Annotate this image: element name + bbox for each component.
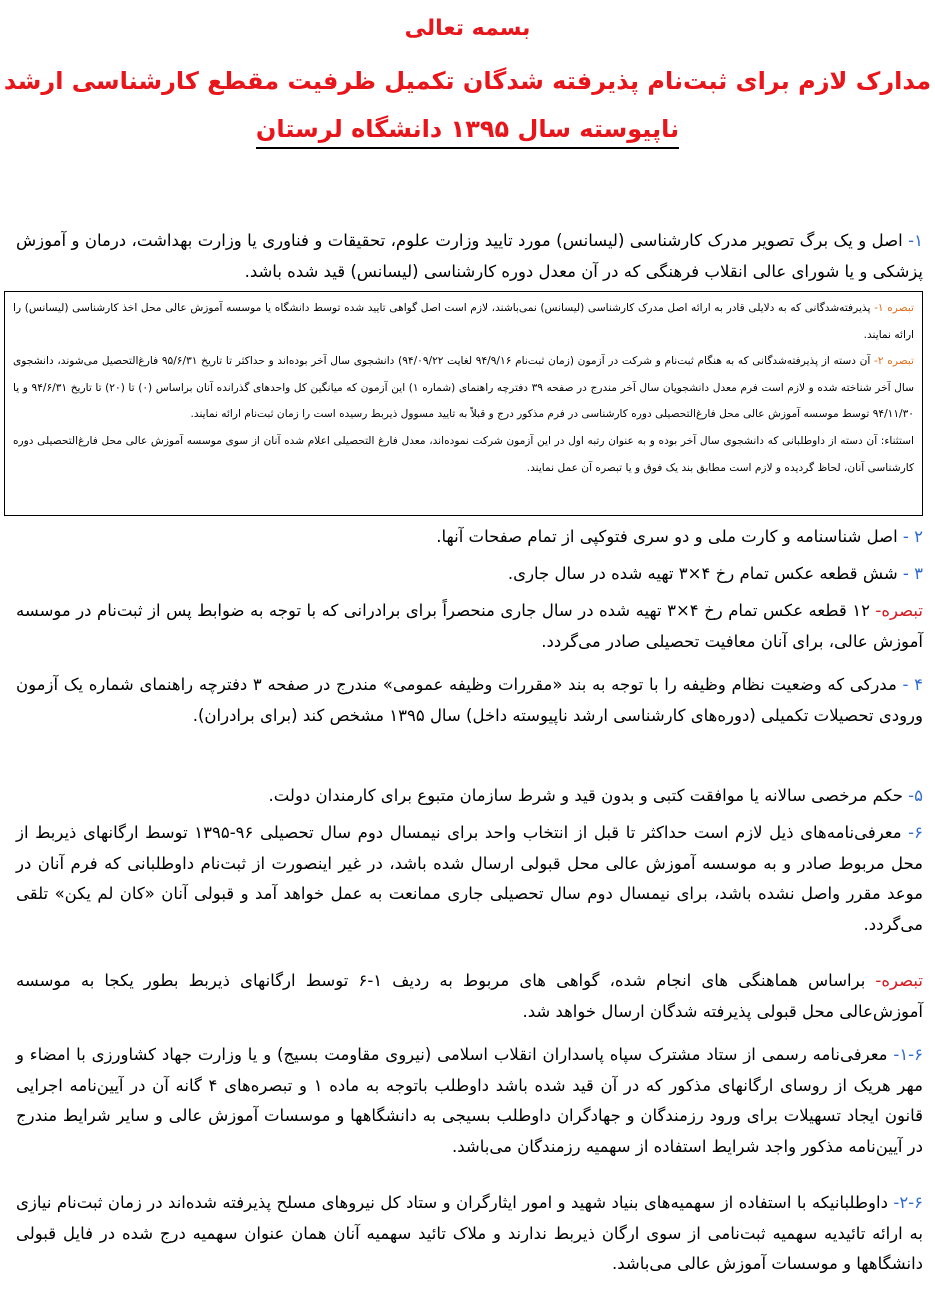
note-4-text: براساس هماهنگی های انجام شده، گواهی های مربوط به ردیف ۱-۶ توسط ارگانهای ذیربط بطور یکجا به موسسه آموزش‌عالی محل قبولی پذیرفته شدگان ارسال خواهد شد. <box>16 971 923 1021</box>
item-2-number: ۲ - <box>902 527 923 546</box>
doc-basmala: بسمه تعالی <box>404 16 531 41</box>
note-1-label: تبصره ۱- <box>874 302 914 314</box>
note-1 <box>13 295 914 348</box>
exception-note: استثناء: آن دسته از داوطلبانی که دانشجوی سال آخر بوده و به عنوان رتبه اول در این آزمون شرکت نموده‌اند، معدل فارغ التحصیلی اعلام شده آنان از سوی موسسه آموزش عالی محل فارغ‌التحصیلی دوره کارشناسی آنان، لحاظ گردیده و لازم است مطابق بند یک فوق و یا تبصره آن عمل نمایند. <box>13 434 914 474</box>
item-6-2-number: ۲-۶- <box>893 1193 923 1212</box>
item-6-1 <box>16 1040 923 1162</box>
item-4-text: مدرکی که وضعیت نظام وظیفه را با توجه به بند «مقررات وظیفه عمومی» مندرج در صفحه ۳ دفترچه راهنمای شماره یک آزمون ورودی تحصیلات تکمیلی (دوره‌های کارشناسی ارشد ناپیوسته داخل) سال ۱۳۹۵ مشخص کند (برای برادران). <box>16 675 923 725</box>
item-2-text: اصل شناسنامه و کارت ملی و دو سری فتوکپی از تمام صفحات آنها. <box>436 527 903 546</box>
notes-box <box>4 291 923 516</box>
item-3-text: شش قطعه عکس تمام رخ ۴×۳ تهیه شده در سال جاری. <box>507 564 903 583</box>
item-3 <box>16 559 923 590</box>
note-2-text: آن دسته از پذیرفته‌شدگانی که به هنگام ثبت‌نام و شرکت در آزمون (زمان ثبت‌نام ۹۴/۹/۱۶ لغایت ۹۴/۰۹/۲۲) دانشجوی سال آخر بوده‌اند و حداکثر تا تاریخ ۹۵/۶/۳۱ فارغ‌التحصیل می‌شوند، دانشجوی سال آخر شناخته شده و لازم است فرم معدل دانشجویان سال آخر مندرج در صفحه ۳۹ دفترچه راهنمای (شماره ۱) این آزمون که میانگین کل واحدهای گذرانده آنان براساس (۰) تا (۲۰) تا تاریخ ۹۴/۶/۳۱ و یا ۹۴/۱۱/۳۰ توسط موسسه آموزش عالی محل فارغ‌التحصیلی دوره کارشناسی در فرم مذکور درج و قبلاً به تایید مسوول ذیربط رسیده است را زمان ثبت‌نام ارائه نمایند. <box>13 355 914 421</box>
item-6-2 <box>16 1188 923 1280</box>
item-1-number: ۱- <box>908 231 923 250</box>
item-6-text: معرفی‌نامه‌های ذیل لازم است حداکثر تا قبل از انتخاب واحد برای نیمسال دوم سال تحصیلی ۹۶-۱۳۹۵ توسط ارگانهای ذیربط از محل مربوط صادر و به موسسه آموزش عالی محل قبولی ارسال شده باشد، در غیر اینصورت از ثبت‌نام داوطلبانی که فرم آنان در موعد مقرر واصل نشده باشد، برای نیمسال دوم سال تحصیلی جاری ممانعت به عمل خواهد آمد و قبولی آنان «کان لم یکن» تلقی می‌گردد. <box>16 823 923 934</box>
doc-title-line2 <box>0 112 935 146</box>
note-2 <box>13 348 914 428</box>
note-2-label: تبصره ۲- <box>874 355 914 368</box>
item-2 <box>16 522 923 553</box>
item-6 <box>16 818 923 940</box>
note-3 <box>16 596 923 657</box>
note-4 <box>16 966 923 1027</box>
item-1-text: اصل و یک برگ تصویر مدرک کارشناسی (لیسانس) مورد تایید وزارت علوم، تحقیقات و فناوری یا وزارت بهداشت، درمان و آموزش پزشکی و یا شورای عالی انقلاب فرهنگی که در آن معدل دوره کارشناسی (لیسانس) قید شده باشد. <box>16 231 923 281</box>
doc-title-underlined: ناپیوسته سال ۱۳۹۵ دانشگاه لرستان <box>256 115 679 149</box>
item-4 <box>16 670 923 731</box>
item-6-number: ۶- <box>908 823 924 842</box>
item-6-1-text: معرفی‌نامه رسمی از ستاد مشترک سپاه پاسداران انقلاب اسلامی (نیروی مقاومت بسیج) و یا وزارت جهاد کشاورزی با امضاء و مهر هریک از روسای ارگانهای مذکور که در آن قید شده باشد داوطلب باتوجه به ماده ۱ و تبصره‌های ۴ گانه آن در آیین‌نامه اجرایی قانون ایجاد تسهیلات برای ورود رزمندگان و جهادگران داوطلب بسیجی به دانشگاهها و موسسات آموزش عالی و سایر شرایط مندرج در آیین‌نامه مذکور واجد شرایط استفاده از سهمیه رزمندگان می‌باشد. <box>16 1045 923 1156</box>
item-5 <box>16 781 923 812</box>
item-6-1-number: ۱-۶- <box>893 1045 923 1064</box>
note-3-label: تبصره- <box>875 601 923 620</box>
item-5-number: ۵- <box>908 786 923 805</box>
item-3-number: ۳ - <box>902 564 923 583</box>
item-6-2-text: داوطلبانیکه با استفاده از سهمیه‌های بنیاد شهید و امور ایثارگران و ستاد کل نیروهای مسلح پذیرفته شده‌اند در زمان ثبت‌نام نیازی به ارائه تائیدیه سهمیه ثبت‌نامی از سوی ارگان ذیربط ندارند و ملاک تائید سهمیه آنان همان عنوان سهمیه درج شده در فایل قبولی دانشگاهها و موسسات آموزش عالی می‌باشد. <box>16 1193 923 1273</box>
note-3-text: ۱۲ قطعه عکس تمام رخ ۴×۳ تهیه شده در سال جاری منحصراً برای برادرانی که با توجه به ضوابط پس از ثبت‌نام در موسسه آموزش عالی، برای آنان معافیت تحصیلی صادر می‌گردد. <box>16 601 923 651</box>
note-1-text: پذیرفته‌شدگانی که به دلایلی قادر به ارائه اصل مدرک کارشناسی (لیسانس) نمی‌باشند، لازم است اصل گواهی تایید شده توسط دانشگاه یا موسسه آموزش عالی محل اخذ کارشناسی (لیسانس) را ارائه نمایند. <box>13 302 914 341</box>
doc-title: مدارک لازم برای ثبت‌نام پذیرفته شدگان تکمیل ظرفیت مقطع کارشناسی ارشد <box>3 67 932 95</box>
item-4-number: ۴ - <box>902 675 924 694</box>
note-4-label: تبصره- <box>875 971 923 990</box>
item-5-text: حکم مرخصی سالانه یا موافقت کتبی و بدون قید و شرط سازمان متبوع برای کارمندان دولت. <box>268 786 909 805</box>
item-1 <box>16 226 923 287</box>
